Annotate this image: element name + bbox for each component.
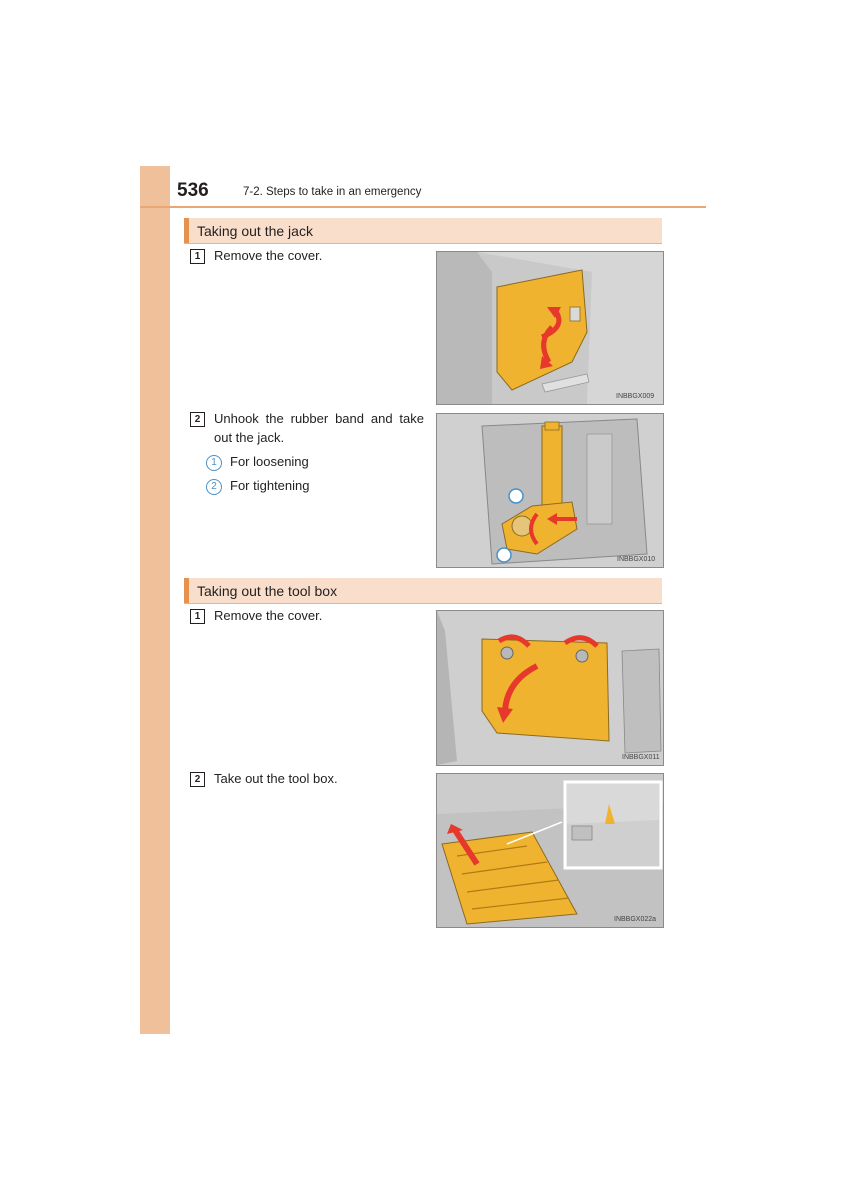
page-number: 536 [177, 180, 209, 201]
figure-remove-jack-cover [436, 251, 664, 405]
section-accent [184, 218, 189, 243]
section-title: Taking out the tool box [197, 583, 338, 599]
step-text: Remove the cover. [214, 248, 323, 263]
step-number: 2 [190, 772, 205, 787]
step-text: Unhook the rubber band and take out the jack. [214, 411, 424, 445]
step-2-jack [190, 411, 214, 427]
step-number: 2 [190, 412, 205, 427]
step-2-tool-box [190, 771, 338, 787]
figure-code: INBBGX009 [616, 393, 655, 400]
figure-code: INBBGX010 [617, 556, 656, 563]
figure-take-out-jack [436, 413, 664, 568]
step-1-jack [190, 248, 322, 264]
section-title: Taking out the jack [197, 223, 313, 239]
step-number: 1 [190, 609, 205, 624]
section-header-tool-box [184, 578, 662, 604]
step-text: Remove the cover. [214, 608, 323, 623]
subitem-number: 1 [206, 455, 222, 471]
header-rule [140, 206, 706, 208]
figure-take-out-tool-box [436, 773, 664, 928]
figure-code: INBBGX022a [614, 916, 657, 923]
section-header-jack [184, 218, 662, 244]
subitem-tightening [206, 478, 310, 495]
subitem-number: 2 [206, 479, 222, 495]
figure-remove-tool-box-cover [436, 610, 664, 766]
subitem-text: For tightening [230, 478, 310, 493]
figure-code: INBBGX011 [622, 754, 660, 761]
step-1-tool-box [190, 608, 322, 624]
chapter-title: 7-2. Steps to take in an emergency [243, 186, 422, 198]
step-number: 1 [190, 249, 205, 264]
chapter-tab [140, 166, 170, 1034]
step-text: Take out the tool box. [214, 771, 338, 786]
subitem-text: For loosening [230, 454, 309, 469]
subitem-loosening [206, 454, 309, 471]
section-accent [184, 578, 189, 603]
